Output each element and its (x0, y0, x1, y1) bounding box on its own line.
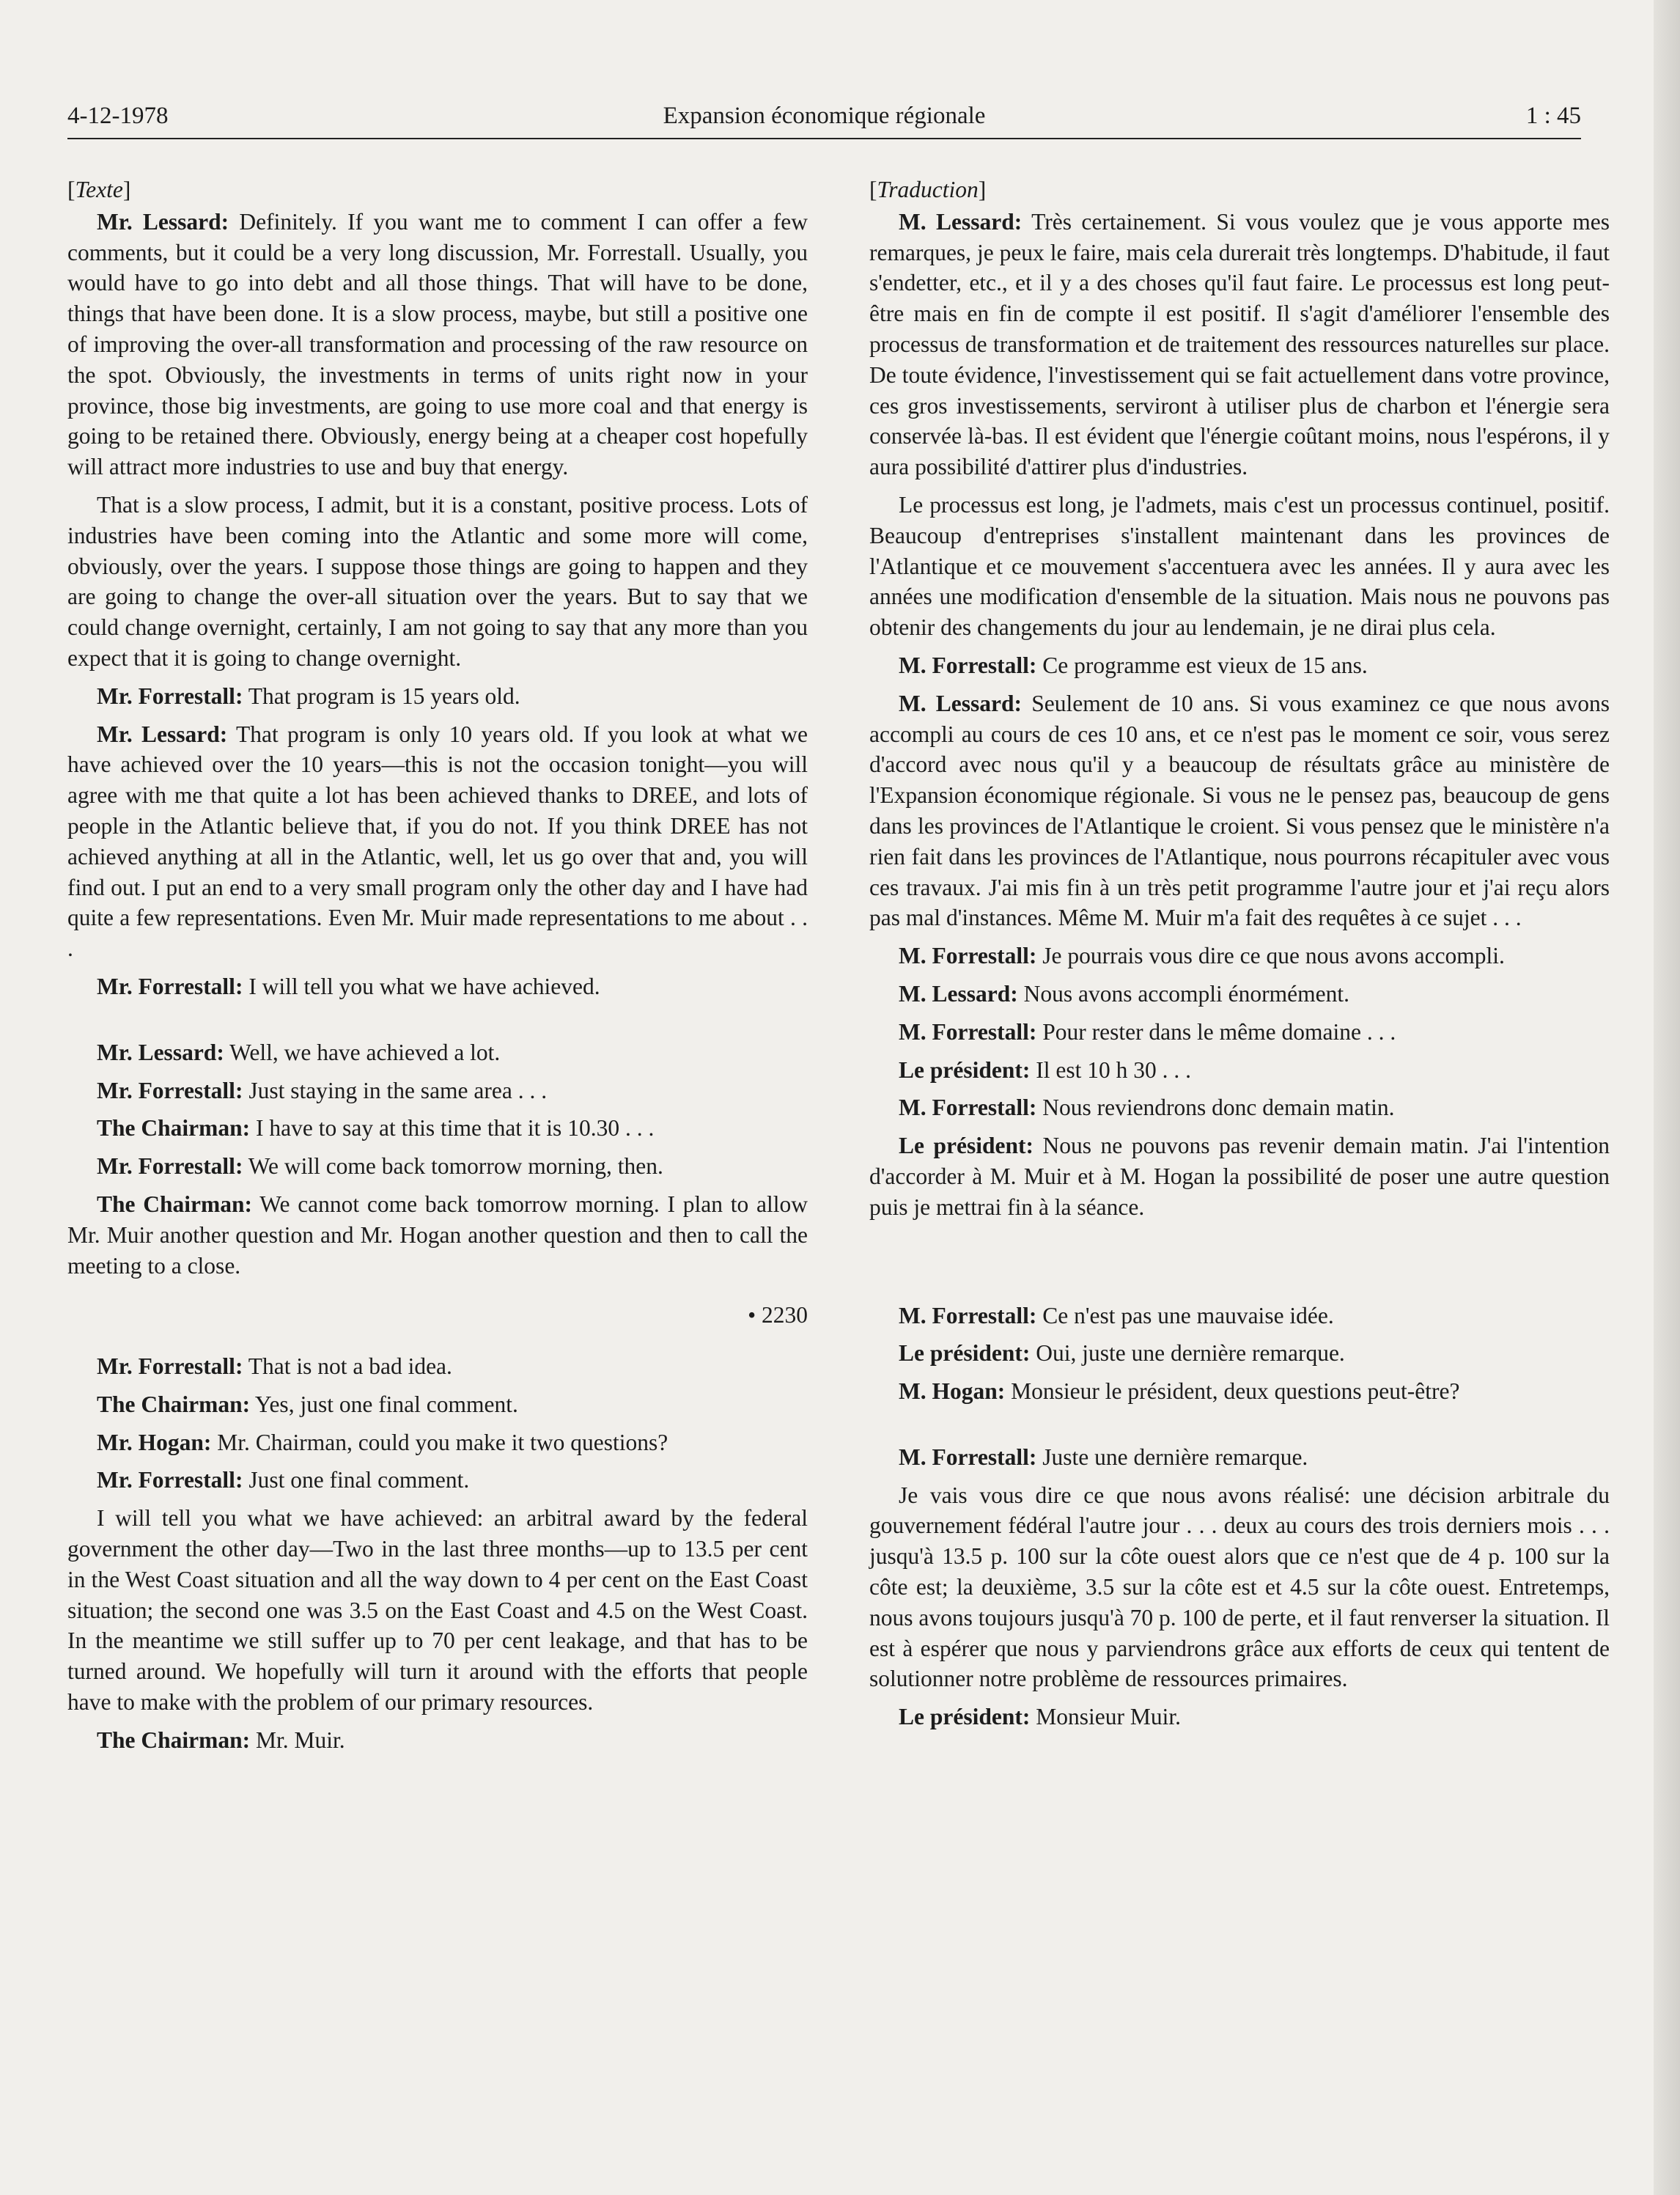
speaker: M. Lessard: (899, 690, 1023, 716)
paragraph: Je vais vous dire ce que nous avons réalisé: une décision arbitrale du gouvernement fédéral l'autre jour . . . deux au cours des trois derniers mois . . . jusqu'à 13.5 p. 100 sur la côte ouest alors que ce n'est que de 4 p. 100 sur la côte est; la deuxième, 3.5 sur la côte est et 4.5 sur la côte ouest. Entretemps, nous avons toujours jusqu'à 70 p. 100 de perte, et il faut renverser la situation. Il est à espérer que nous y parviendrons grâce aux efforts de ceux qui tentent de solutionner notre problème de ressources primaires. (869, 1482, 1610, 1692)
paragraph: M. Forrestall: Ce programme est vieux de 15 ans. (899, 652, 1368, 678)
paragraph: That is a slow process, I admit, but it is a constant, positive process. Lots of industries have been coming into the Atlantic and some more will come, obviously, over the years. I suppose those things are going to happen and they are going to change the over-all situation over the years. But to say that we could change overnight, certainly, I am not going to say that any more than you expect that it is going to change overnight. (67, 491, 808, 671)
column-label-text: [Texte] (67, 177, 131, 202)
speaker: M. Lessard: (899, 980, 1018, 1007)
speaker: M. Lessard: (899, 208, 1023, 235)
paragraph: The Chairman: Yes, just one final comment. (97, 1391, 518, 1417)
speaker: Mr. Forrestall: (97, 1153, 243, 1180)
paragraph: M. Forrestall: Pour rester dans le même domaine . . . (899, 1018, 1396, 1045)
paragraph: Mr. Forrestall: That program is 15 years old. (97, 683, 520, 709)
paragraph: Le processus est long, je l'admets, mais c'est un processus continuel, positif. Beaucoup d'entreprises s'installent maintenant dans les provinces de l'Atlantique et ce mouvement s'accentuera avec les années. Il y aura avec les années une modification d'ensemble de la situation. Mais nous ne pouvons pas obtenir des changements du jour au lendemain, je ne dirai plus cela. (869, 491, 1610, 641)
speaker: Le président: (899, 1056, 1031, 1083)
paragraph: Mr. Forrestall: Just staying in the same area . . . (97, 1077, 548, 1103)
paragraph: Le président: Il est 10 h 30 . . . (899, 1056, 1191, 1083)
paragraph: The Chairman: I have to say at this time that it is 10.30 . . . (97, 1115, 655, 1141)
speaker: Le président: (899, 1704, 1031, 1730)
speaker: The Chairman: (97, 1191, 253, 1217)
paragraph: The Chairman: Mr. Muir. (97, 1727, 345, 1753)
speaker: Mr. Hogan: (97, 1429, 212, 1455)
english-column (67, 174, 808, 1763)
speaker: M. Forrestall: (899, 1018, 1037, 1045)
paragraph: Le président: Nous ne pouvons pas revenir demain matin. J'ai l'intention d'accorder à M. Muir et à M. Hogan la possibilité de poser une autre question puis je mettrai fin à la séance. (869, 1133, 1610, 1220)
speaker: Mr. Lessard: (97, 1039, 224, 1065)
paragraph: Le président: Monsieur Muir. (899, 1704, 1181, 1730)
speaker: Le président: (899, 1133, 1034, 1159)
paragraph: M. Forrestall: Ce n'est pas une mauvaise idée. (899, 1302, 1334, 1328)
paragraph: M. Forrestall: Je pourrais vous dire ce que nous avons accompli. (899, 943, 1505, 969)
speaker: Mr. Forrestall: (97, 1467, 243, 1493)
speaker: M. Forrestall: (899, 1302, 1037, 1328)
speaker: M. Forrestall: (899, 943, 1037, 969)
paragraph: Mr. Forrestall: We will come back tomorrow morning, then. (97, 1153, 663, 1180)
header-page-number: 1 : 45 (1525, 103, 1581, 129)
paragraph: Mr. Forrestall: That is not a bad idea. (97, 1353, 452, 1380)
paragraph: M. Lessard: Très certainement. Si vous voulez que je vous apporte mes remarques, je peux le faire, mais cela durerait très longtemps. D'habitude, il faut s'endetter, etc., et il y a des choses qu'il faut faire. Le processus est long peut-être mais en fin de compte il est positif. Il s'agit d'améliorer l'ensemble des processus de transformation et de traitement des ressources naturelles sur place. De toute évidence, l'investissement qui se fait actuellement dans votre province, ces gros investissements, serviront à utiliser plus de charbon et l'énergie sera conservée là-bas. Il est évident que l'énergie coûtant moins, nous l'espérons, il y aura possibilité d'attirer plus d'industries. (869, 208, 1610, 480)
speaker: Mr. Forrestall: (97, 1353, 243, 1380)
speaker: Mr. Lessard: (97, 721, 228, 747)
column-label-translation: [Traduction] (869, 177, 987, 202)
speaker: The Chairman: (97, 1727, 251, 1753)
speaker: The Chairman: (97, 1391, 251, 1417)
speaker: Le président: (899, 1340, 1031, 1367)
speaker: The Chairman: (97, 1115, 251, 1141)
paragraph: Mr. Lessard: That program is only 10 years old. If you look at what we have achieved over the 10 years—this is not the occasion tonight—you will agree with me that quite a lot has been achieved thanks to DREE, and lots of people in the Atlantic believe that, if you do not. If you think DREE has not achieved anything at all in the Atlantic, well, let us go over that and, you will find out. I put an end to a very small program only the other day and I have had quite a few representations. Even Mr. Muir made representations to me about . . . (67, 721, 808, 962)
speaker: M. Forrestall: (899, 652, 1037, 678)
paragraph: M. Lessard: Nous avons accompli énormément. (899, 980, 1349, 1007)
paragraph: Mr. Lessard: Definitely. If you want me to comment I can offer a few comments, but it could be a very long discussion, Mr. Forrestall. Usually, you would have to go into debt and all those things. That will have to be done, things that have been done. It is a slow process, maybe, but still a positive one of improving the over-all transformation and processing of the raw resource on the spot. Obviously, the investments in terms of units right now in your province, those big investments, are going to use more coal and that energy is going to be retained there. Obviously, energy being at a cheaper cost hopefully will attract more industries to use and buy that energy. (67, 208, 808, 480)
paragraph: Le président: Oui, juste une dernière remarque. (899, 1340, 1345, 1367)
speaker: Mr. Forrestall: (97, 973, 243, 999)
time-marker: • 2230 (748, 1302, 808, 1328)
paragraph: I will tell you what we have achieved: an arbitral award by the federal government the other day—Two in the last three months—up to 13.5 per cent in the West Coast situation and all the way down to 4 per cent on the East Coast situation; the second one was 3.5 on the East Coast and 4.5 on the West Coast. In the meantime we still suffer up to 70 per cent leakage, and that has to be turned around. We hopefully will turn it around with the efforts that people have to make with the problem of our primary resources. (67, 1505, 808, 1716)
paragraph: M. Forrestall: Juste une dernière remarque. (899, 1444, 1308, 1470)
speaker: M. Forrestall: (899, 1444, 1037, 1470)
running-header (67, 103, 1581, 139)
header-title: Expansion économique régionale (663, 103, 986, 129)
paragraph: Mr. Forrestall: I will tell you what we have achieved. (97, 973, 600, 999)
speaker: M. Forrestall: (899, 1095, 1037, 1121)
paragraph: Mr. Hogan: Mr. Chairman, could you make it two questions? (97, 1429, 668, 1455)
speaker: Mr. Forrestall: (97, 1077, 243, 1103)
paragraph: M. Forrestall: Nous reviendrons donc demain matin. (899, 1095, 1395, 1121)
paragraph: Mr. Forrestall: Just one final comment. (97, 1467, 470, 1493)
header-date: 4-12-1978 (67, 103, 169, 129)
paragraph: M. Lessard: Seulement de 10 ans. Si vous examinez ce que nous avons accompli au cours de ces 10 ans, et ce n'est pas le moment ce soir, vous serez d'accord avec nous qu'il y a beaucoup de résultats grâce au ministère de l'Expansion économique régionale. Si vous ne le pensez pas, beaucoup de gens dans les provinces de l'Atlantique le croient. Si vous pensez que le ministère n'a rien fait dans les provinces de l'Atlantique, nous pourrons récapituler avec vous ces travaux. J'ai mis fin à un très petit programme l'autre jour et j'ai reçu alors pas mal d'instances. Même M. Muir m'a fait des requêtes à ce sujet . . . (869, 690, 1610, 931)
page-edge (1654, 0, 1680, 2195)
speaker: Mr. Lessard: (97, 208, 229, 235)
paragraph: Mr. Lessard: Well, we have achieved a lot. (97, 1039, 501, 1065)
paragraph: M. Hogan: Monsieur le président, deux questions peut-être? (899, 1378, 1460, 1405)
french-column (869, 174, 1610, 1740)
paragraph: The Chairman: We cannot come back tomorrow morning. I plan to allow Mr. Muir another question and Mr. Hogan another question and then to call the meeting to a close. (67, 1191, 808, 1279)
speaker: M. Hogan: (899, 1378, 1006, 1405)
speaker: Mr. Forrestall: (97, 683, 243, 709)
